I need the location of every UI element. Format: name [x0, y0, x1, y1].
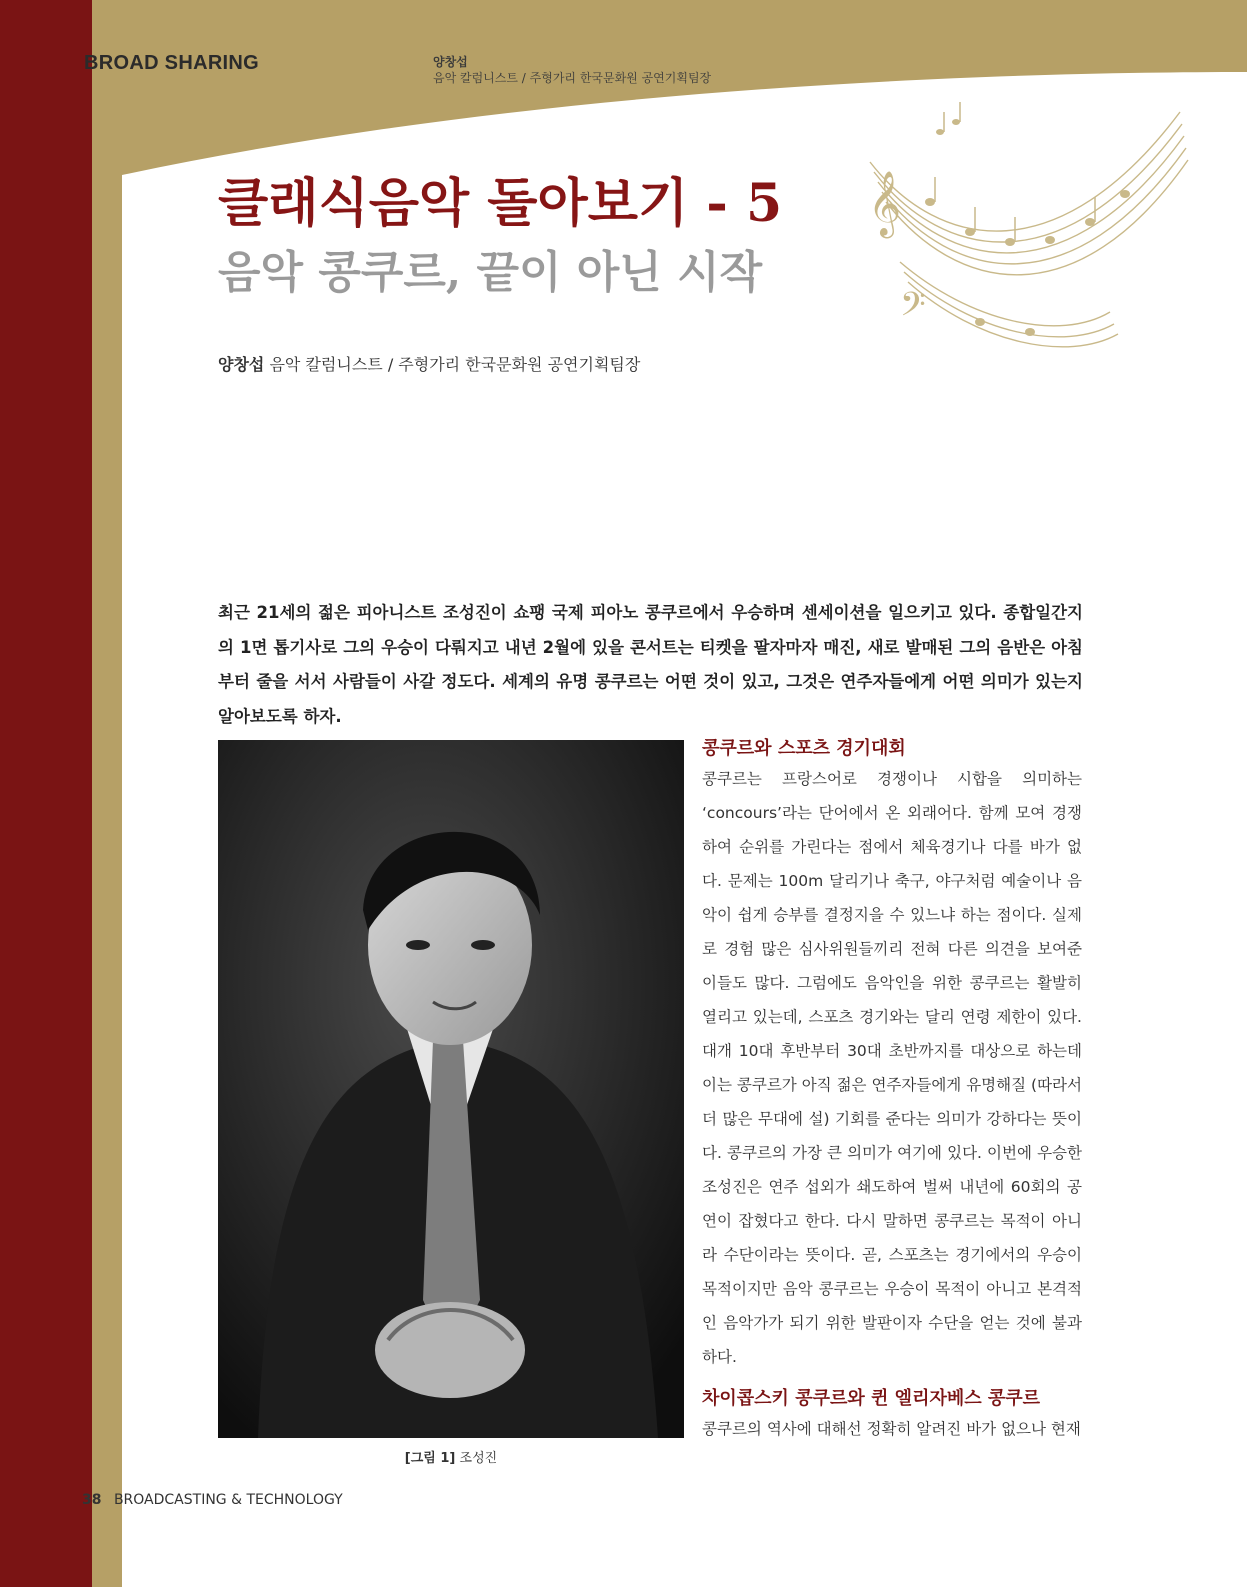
portrait-photo — [218, 740, 684, 1438]
left-accent-bar — [0, 0, 92, 1587]
lead-paragraph: 최근 21세의 젊은 피아니스트 조성진이 쇼팽 국제 피아노 콩쿠르에서 우승하며 센세이션을 일으키고 있다. 종합일간지의 1면 톱기사로 그의 우승이 다뤄지고 내년 2월에 있을 콘서트는 티켓을 팔자마자 매진, 새로 발매된 그의 음반은 아침부터 줄을 서서 사람들이 사갈 정도다. 세계의 유명 콩쿠르는 어떤 것이 있고, 그것은 연주자들에게 어떤 의미가 있는지 알아보도록 하자. — [218, 603, 1083, 726]
magazine-name: BROADCASTING & TECHNOLOGY — [113, 1492, 343, 1508]
section-label: BROAD SHARING — [84, 52, 260, 74]
article-subtitle: 음악 콩쿠르, 끝이 아닌 시작 — [218, 247, 763, 298]
section1 — [702, 734, 1082, 1374]
section2 — [702, 1384, 1082, 1446]
header-author-role: 음악 칼럼니스트 / 주형가리 한국문화원 공연기획팀장 — [433, 71, 712, 85]
byline-name: 양창섭 — [218, 355, 265, 374]
gold-accent-bar — [92, 0, 122, 1587]
photo-caption-text: 조성진 — [459, 1451, 498, 1466]
music-notes-illustration — [860, 72, 1190, 362]
byline-role: 음악 칼럼니스트 / 주형가리 한국문화원 공연기획팀장 — [269, 355, 641, 374]
section1-body: 콩쿠르는 프랑스어로 경쟁이나 시합을 의미하는 ‘concours’라는 단어에서 온 외래어다. 함께 모여 경쟁하여 순위를 가린다는 점에서 체육경기나 다를 바가 없다. 문제는 100m 달리기나 축구, 야구처럼 예술이나 음악이 쉽게 승부를 결정지을 수 있느냐 하는 점이다. 실제로 경험 많은 심사위원들끼리 전혀 다른 의견을 보여준 이들도 많다. 그럼에도 음악인을 위한 콩쿠르는 활발히 열리고 있는데, 스포츠 경기와는 달리 연령 제한이 있다. 대개 10대 후반부터 30대 초반까지를 대상으로 하는데 이는 콩쿠르가 아직 젊은 연주자들에게 유명해질 (따라서 더 많은 무대에 설) 기회를 준다는 의미가 강하다는 뜻이다. 콩쿠르의 가장 큰 의미가 여기에 있다. 이번에 우승한 조성진은 연주 섭외가 쇄도하여 벌써 내년에 60회의 공연이 잡혔다고 한다. 다시 말하면 콩쿠르는 목적이 아니라 수단이라는 뜻이다. 곧, 스포츠는 경기에서의 우승이 목적이지만 음악 콩쿠르는 우승이 목적이 아니고 본격적인 음악가가 되기 위한 발판이자 수단을 얻는 것에 불과하다. — [702, 770, 1082, 1366]
photo-caption-label: [그림 1] — [404, 1451, 456, 1466]
footer — [82, 1492, 343, 1508]
photo-caption — [218, 1447, 684, 1466]
section1-heading: 콩쿠르와 스포츠 경기대회 — [702, 738, 906, 759]
header-author-name: 양창섭 — [433, 55, 468, 69]
section2-body: 콩쿠르의 역사에 대해선 정확히 알려진 바가 없으나 현재 — [702, 1420, 1081, 1438]
svg-text:𝄞: 𝄞 — [868, 171, 902, 236]
byline — [218, 352, 640, 375]
article-title: 클래식음악 돌아보기 - 5 — [218, 173, 783, 234]
header-author — [433, 54, 711, 86]
page-number: 38 — [82, 1492, 102, 1508]
section2-heading: 차이콥스키 콩쿠르와 퀸 엘리자베스 콩쿠르 — [702, 1388, 1041, 1409]
svg-text:𝄢: 𝄢 — [900, 286, 926, 332]
